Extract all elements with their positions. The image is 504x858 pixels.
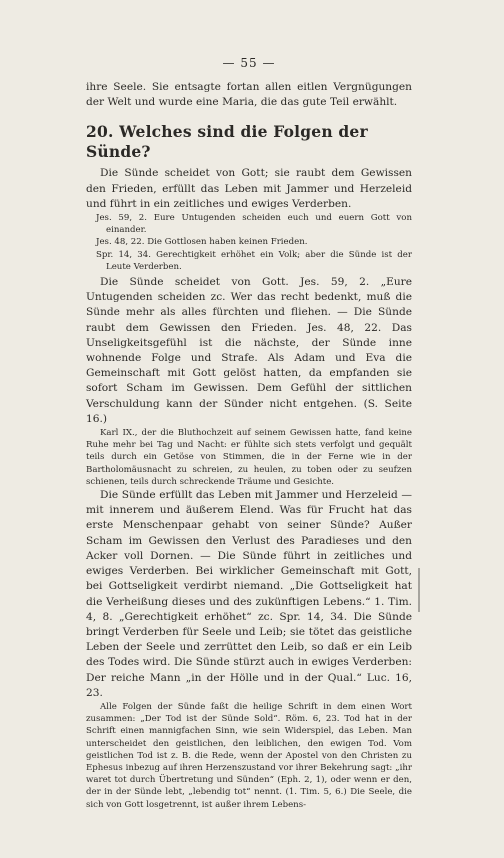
note-death: Alle Folgen der Sünde faßt die heilige Schrift in dem einen Wort zusammen: „Der Tod ist der Sünde Sold“. Röm. 6, 23. Tod hat in der Schrift einen mannigfachen Sinn, wie sein Widerspiel, das Leben. Man unterscheidet den geistlichen, den leiblichen, den ewigen Tod. Vom geistlichen Tod ist z. B. die Rede, wenn der Apostel von den Christen zu Ephesus inbezug auf ihren Herzenszustand vor ihrer Bekehrung sagt: „ihr waret tot durch Übertretung und Sünden“ (Eph. 2, 1), oder wenn er den, der in der Sünde lebt, „lebendig tot“ nennt. (1. Tim. 5, 6.) Die Seele, die sich von Gott losgetrennt, ist außer ihrem Lebens-: [86, 701, 412, 810]
intro-text: ihre Seele. Sie entsagte fortan allen eitlen Vergnügungen der Welt und wurde eine Maria, die das gute Teil erwählt.: [86, 81, 412, 109]
section-heading: 20. Welches sind die Folgen der Sünde?: [86, 122, 368, 162]
scripture-references: [86, 212, 412, 273]
page-number: — 55 —: [222, 56, 276, 70]
reference-line: Jes. 48, 22. Die Gottlosen haben keinen Frieden.: [96, 237, 308, 248]
margin-pencil-mark: [418, 568, 420, 612]
note-karl-ix: Karl IX., der die Bluthochzeit auf seinem Gewissen hatte, fand keine Ruhe mehr bei Tag und Nacht: er fühlte sich stets verfolgt und gequält teils durch ein Getöse von Stimmen, die in der Ferne wie in der Bartholomäusnacht zu schreien, zu heulen, zu toben oder zu seufzen schienen, teils durch schreckende Träume und Gesichte.: [86, 428, 412, 487]
reference-line: Spr. 14, 34. Gerechtigkeit erhöhet ein Volk; aber die Sünde ist der Leute Verderben.: [96, 249, 412, 272]
paragraph-conscience: Die Sünde scheidet von Gott. Jes. 59, 2. „Eure Untugenden scheiden zc. Wer das recht bedenkt, muß die Sünde mehr als alles fürchten und fliehen. — Die Sünde raubt dem Gewissen den Frieden. Jes. 48, 22. Das Unseligkeitsgefühl ist die nächste, der Sünde inne wohnende Folge und Strafe. Als Adam und Eva die Gemeinschaft mit Gott gelöst hatten, da empfanden sie sofort Scham im Gewissen. Dem Gefühl der sittlichen Verschuldung kann der Sünder nicht entgehen. (S. Seite 16.): [86, 276, 412, 425]
lead-paragraph: Die Sünde scheidet von Gott; sie raubt dem Gewissen den Frieden, erfüllt das Leben mit Jammer und Herzeleid und führt in ein zeitliches und ewiges Verderben.: [86, 167, 412, 210]
page-content: [86, 56, 412, 811]
reference-line: Jes. 59, 2. Eure Untugenden scheiden euch und euern Gott von einander.: [96, 213, 412, 236]
paragraph-misery: Die Sünde erfüllt das Leben mit Jammer und Herzeleid — mit innerem und äußerem Elend. Was für Frucht hat das erste Menschenpaar gehabt von seiner Sünde? Außer Scham im Gewissen den Verlust des Paradieses und den Acker voll Dornen. — Die Sünde führt in zeitliches und ewiges Verderben. Bei wirklicher Gemeinschaft mit Gott, bei Gottseligkeit verdirbt niemand. „Die Gottseligkeit hat die Verheißung dieses und des zukünftigen Lebens.“ 1. Tim. 4, 8. „Gerechtigkeit erhöhet“ zc. Spr. 14, 34. Die Sünde bringt Verderben für Seele und Leib; sie tötet das geistliche Leben der Seele und zerrüttet den Leib, so daß er ein Leib des Todes wird. Die Sünde stürzt auch in ewiges Verderben: Der reiche Mann „in der Hölle und in der Qual.“ Luc. 16, 23.: [86, 489, 412, 699]
